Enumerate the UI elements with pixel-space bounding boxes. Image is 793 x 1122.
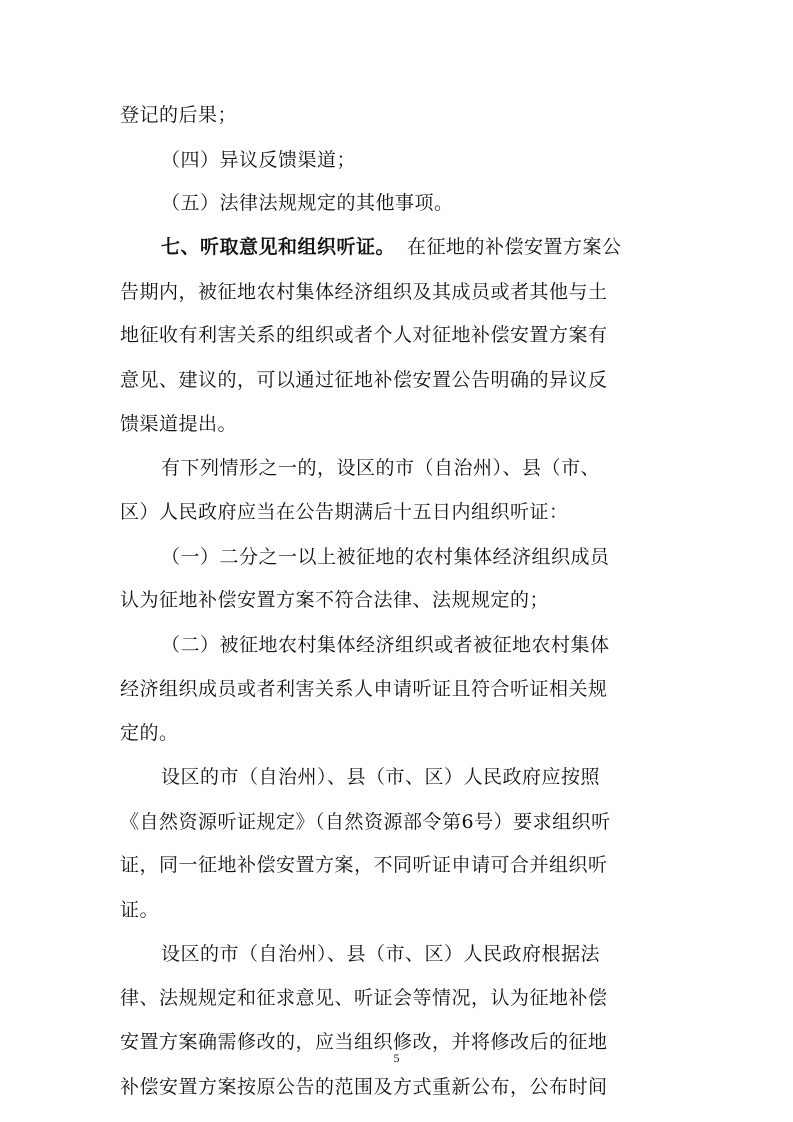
text-line: 馈渠道提出。 (120, 412, 238, 435)
text-line: 定的。 (120, 722, 179, 745)
text-line: 告期内，被征地农村集体经济组织及其成员或者其他与土 (120, 280, 608, 303)
text-line: 设区的市（自治州）、县（市、区）人民政府应按照 (161, 766, 601, 788)
text-line: 在征地的补偿安置方案公 (407, 235, 622, 258)
text-line: （五）法律法规规定的其他事项。 (161, 192, 454, 215)
text-line: 意见、建议的，可以通过征地补偿安置公告明确的异议反 (120, 368, 608, 391)
section-heading: 七、听取意见和组织听证。 (161, 235, 396, 258)
text-line: 设区的市（自治州）、县（市、区）人民政府根据法 (161, 942, 601, 965)
text-line: 认为征地补偿安置方案不符合法律、法规规定的； (120, 589, 550, 612)
text-line: 有下列情形之一的，设区的市（自治州）、县（市、 (161, 457, 601, 480)
text-line: 经济组织成员或者利害关系人申请听证且符合听证相关规 (120, 677, 608, 700)
text-line: 安置方案确需修改的，应当组织修改，并将修改后的征地 (120, 1031, 608, 1053)
text-line: 证，同一征地补偿安置方案，不同听证申请可合并组织听 (120, 854, 608, 877)
text-line: 《自然资源听证规定》（自然资源部令第6号）要求组织听 (120, 810, 611, 833)
text-line: 地征收有利害关系的组织或者个人对征地补偿安置方案有 (120, 324, 608, 347)
text-line: 补偿安置方案按原公告的范围及方式重新公布，公布时间 (120, 1075, 608, 1098)
text-line: 律、法规规定和征求意见、听证会等情况，认为征地补偿 (120, 987, 608, 1010)
text-line: 登记的后果； (120, 103, 238, 126)
text-line: （二）被征地农村集体经济组织或者被征地农村集体 (161, 634, 610, 656)
page-number: 5 (393, 1051, 400, 1065)
text-line: 区）人民政府应当在公告期满后十五日内组织听证： (120, 501, 569, 523)
text-line: 证。 (120, 899, 160, 921)
text-line: （四）异议反馈渠道； (161, 148, 357, 171)
text-line: （一）二分之一以上被征地的农村集体经济组织成员 (161, 545, 610, 568)
